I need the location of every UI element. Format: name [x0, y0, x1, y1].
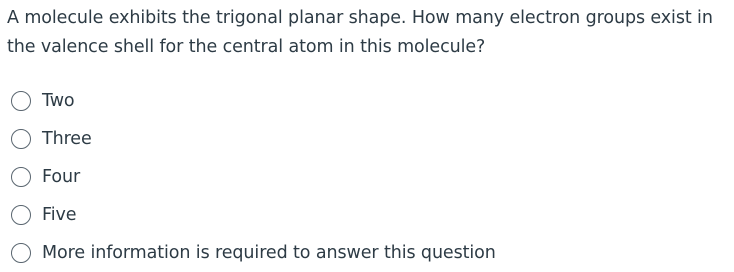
option-three[interactable]: [11, 120, 731, 158]
radio-button-five[interactable]: [11, 205, 31, 225]
option-label: Three: [42, 129, 92, 149]
radio-button-more-information[interactable]: [11, 243, 31, 263]
option-label: Four: [42, 167, 81, 187]
answer-options: [11, 82, 731, 272]
option-two[interactable]: [11, 82, 731, 120]
radio-button-three[interactable]: [11, 129, 31, 149]
option-label: More information is required to answer this question: [42, 243, 496, 263]
radio-button-two[interactable]: [11, 91, 31, 111]
question-text: A molecule exhibits the trigonal planar shape. How many electron groups exist in the valence shell for the central atom in this molecule?: [7, 8, 713, 57]
option-more-information[interactable]: [11, 234, 731, 272]
option-label: Two: [42, 91, 75, 111]
radio-button-four[interactable]: [11, 167, 31, 187]
option-four[interactable]: [11, 158, 731, 196]
option-label: Five: [42, 205, 77, 225]
option-five[interactable]: [11, 196, 731, 234]
